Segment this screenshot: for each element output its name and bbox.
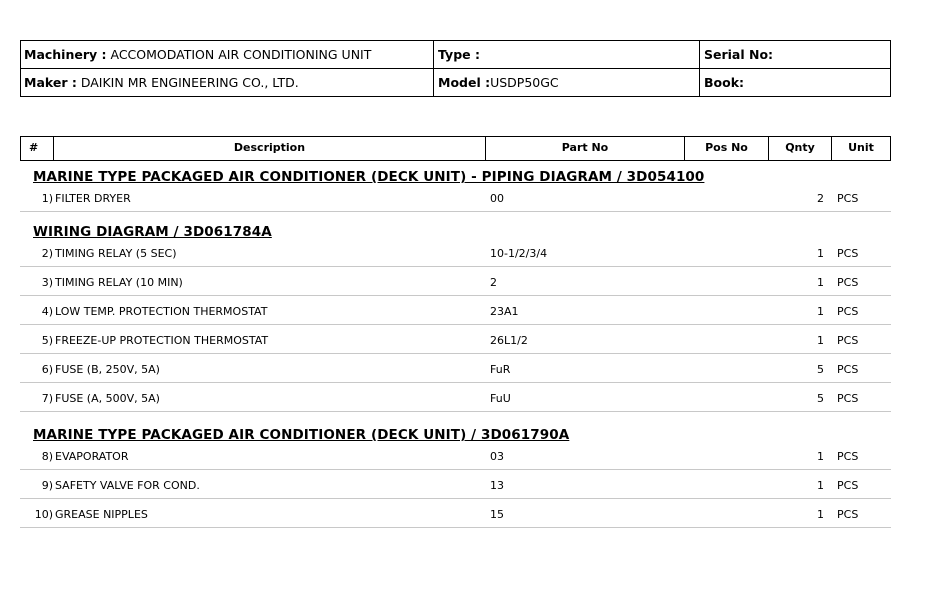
row-divider: [20, 324, 891, 325]
machinery-field: [24, 40, 371, 68]
item-qnty: 5: [817, 363, 824, 376]
row-divider: [20, 353, 891, 354]
serial-field: [704, 40, 773, 68]
column-header-unit: Unit: [848, 141, 874, 154]
item-description: LOW TEMP. PROTECTION THERMOSTAT: [55, 305, 268, 318]
item-qnty: 1: [817, 508, 824, 521]
serial-label: Serial No:: [704, 47, 774, 62]
parts-table-header: [20, 136, 891, 161]
item-unit: PCS: [837, 305, 859, 318]
item-description: FILTER DRYER: [55, 192, 131, 205]
item-unit: PCS: [837, 276, 859, 289]
item-description: FUSE (B, 250V, 5A): [55, 363, 160, 376]
column-header-num: #: [29, 141, 39, 154]
maker-field: [24, 68, 299, 96]
item-number: 8): [41, 450, 53, 463]
item-part-no: 00: [490, 192, 504, 205]
row-divider: [20, 266, 891, 267]
item-unit: PCS: [837, 479, 859, 492]
table-row: [20, 450, 891, 472]
info-box-right-border: [890, 40, 891, 97]
table-row: [20, 508, 891, 530]
item-description: TIMING RELAY (5 SEC): [55, 247, 177, 260]
info-row-maker: [20, 68, 890, 96]
item-number: 2): [41, 247, 53, 260]
item-qnty: 1: [817, 305, 824, 318]
column-header-description: Description: [233, 141, 306, 154]
info-box-bottom-border: [20, 96, 891, 97]
table-row: [20, 334, 891, 356]
row-divider: [20, 527, 891, 528]
item-part-no: 10-1/2/3/4: [490, 247, 548, 260]
item-qnty: 1: [817, 276, 824, 289]
item-description: SAFETY VALVE FOR COND.: [55, 479, 200, 492]
column-header-part-no: Part No: [561, 141, 609, 154]
item-description: TIMING RELAY (10 MIN): [55, 276, 183, 289]
info-row-machinery: [20, 40, 890, 68]
table-row: [20, 276, 891, 298]
item-number: 4): [41, 305, 53, 318]
column-header-pos-no: Pos No: [705, 141, 748, 154]
book-label: Book:: [704, 75, 745, 90]
item-part-no: 15: [490, 508, 504, 521]
item-description: EVAPORATOR: [55, 450, 129, 463]
item-unit: PCS: [837, 392, 859, 405]
item-qnty: 1: [817, 479, 824, 492]
item-qnty: 1: [817, 334, 824, 347]
table-row: [20, 192, 891, 214]
machinery-label: Machinery :: [24, 47, 107, 62]
maker-label: Maker :: [24, 75, 77, 90]
type-field: [438, 40, 480, 68]
table-row: [20, 392, 891, 414]
item-description: FREEZE-UP PROTECTION THERMOSTAT: [55, 334, 269, 347]
row-divider: [20, 211, 891, 212]
row-divider: [20, 469, 891, 470]
table-row: [20, 247, 891, 269]
item-part-no: 03: [490, 450, 504, 463]
item-number: 5): [41, 334, 53, 347]
item-part-no: 2: [490, 276, 497, 289]
item-number: 3): [41, 276, 53, 289]
row-divider: [20, 382, 891, 383]
section-title: MARINE TYPE PACKAGED AIR CONDITIONER (DECK UNIT) - PIPING DIAGRAM / 3D054100: [33, 169, 705, 185]
model-label: Model :: [438, 75, 491, 90]
model-field: [438, 68, 559, 96]
item-unit: PCS: [837, 247, 859, 260]
table-row: [20, 479, 891, 501]
machinery-info-box: [20, 40, 890, 97]
item-number: 7): [41, 392, 53, 405]
table-row: [20, 305, 891, 327]
item-unit: PCS: [837, 334, 859, 347]
header-border-left: [20, 136, 21, 161]
item-part-no: FuU: [490, 392, 511, 405]
item-unit: PCS: [837, 363, 859, 376]
row-divider: [20, 295, 891, 296]
item-qnty: 1: [817, 450, 824, 463]
item-qnty: 2: [817, 192, 824, 205]
item-number: 1): [41, 192, 53, 205]
item-part-no: 23A1: [490, 305, 519, 318]
item-part-no: FuR: [490, 363, 511, 376]
item-qnty: 5: [817, 392, 824, 405]
item-number: 9): [41, 479, 53, 492]
item-part-no: 13: [490, 479, 504, 492]
header-border-right: [890, 136, 891, 161]
item-part-no: 26L1/2: [490, 334, 528, 347]
maker-value: DAIKIN MR ENGINEERING CO., LTD.: [80, 75, 299, 90]
row-divider: [20, 411, 891, 412]
table-row: [20, 363, 891, 385]
section-title: WIRING DIAGRAM / 3D061784A: [33, 224, 272, 240]
item-number: 10): [34, 508, 53, 521]
model-value: USDP50GC: [490, 75, 559, 90]
type-label: Type :: [438, 47, 480, 62]
item-unit: PCS: [837, 508, 859, 521]
item-qnty: 1: [817, 247, 824, 260]
row-divider: [20, 498, 891, 499]
item-description: GREASE NIPPLES: [55, 508, 148, 521]
item-number: 6): [41, 363, 53, 376]
section-title: MARINE TYPE PACKAGED AIR CONDITIONER (DECK UNIT) / 3D061790A: [33, 427, 570, 443]
item-description: FUSE (A, 500V, 5A): [55, 392, 160, 405]
item-unit: PCS: [837, 450, 859, 463]
item-unit: PCS: [837, 192, 859, 205]
column-header-qnty: Qnty: [785, 141, 815, 154]
machinery-value: ACCOMODATION AIR CONDITIONING UNIT: [110, 47, 372, 62]
book-field: [704, 68, 744, 96]
